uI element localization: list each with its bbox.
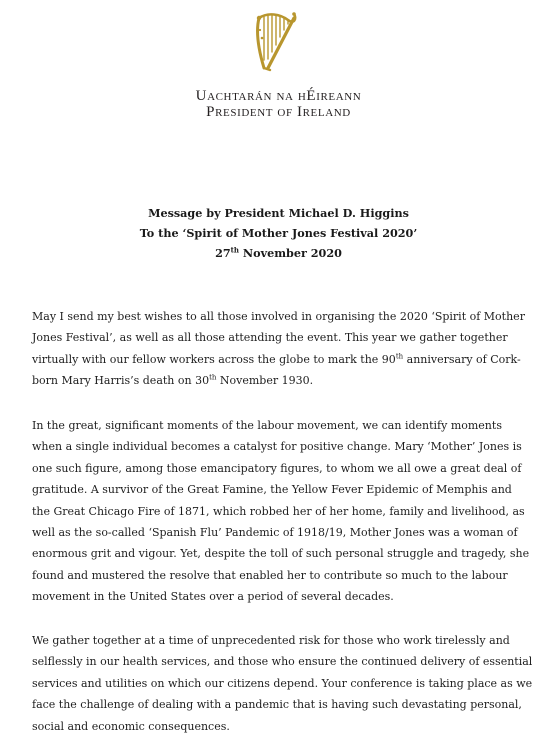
harp-icon (250, 8, 304, 74)
text-segment: virtually with our fellow workers across the globe to mark the 90 (32, 352, 396, 366)
text-line: Jones Festival’, as well as all those attending the event. This year we gather together (32, 331, 508, 345)
text-line: selflessly in our health services, and those who ensure the continued delivery of essential (32, 655, 533, 669)
english-title: President of Ireland (206, 104, 351, 120)
ordinal-suffix: th (395, 352, 404, 361)
text-line: movement in the United States over a period of several decades. (32, 590, 394, 604)
message-date (0, 246, 557, 260)
text-line: well as the so-called ‘Spanish Flu’ Pandemic of 1918/19, Mother Jones was a woman of (32, 526, 518, 540)
text-line: In the great, significant moments of the labour movement, we can identify moments (32, 419, 502, 432)
text-line: We gather together at a time of unprecedented risk for those who work tirelessly and (32, 634, 510, 647)
text-segment: born Mary Harris’s death on 30 (32, 374, 210, 388)
text-segment: anniversary of Cork- (403, 352, 521, 366)
paragraph-1 (32, 306, 532, 392)
message-title: Message by President Michael D. Higgins (148, 206, 409, 220)
text-line: gratitude. A survivor of the Great Famine, the Yellow Fever Epidemic of Memphis and (32, 483, 512, 497)
text-line: social and economic consequences. (32, 719, 230, 733)
text-line: one such figure, among those emancipatory figures, to whom we all owe a great deal of (32, 461, 522, 475)
paragraph-2 (32, 415, 532, 608)
ordinal-suffix: th (209, 373, 217, 382)
paragraph-3 (32, 630, 532, 737)
date-suffix: th (230, 245, 239, 255)
text-line: when a single individual becomes a catalyst for positive change. Mary ‘Mother’ Jones is (32, 440, 522, 454)
text-line: enormous grit and vigour. Yet, despite the toll of such personal struggle and tragedy, she (32, 547, 530, 561)
text-line: found and mustered the resolve that enabled her to contribute so much to the labour (32, 568, 508, 582)
text-line (32, 349, 532, 370)
text-line: May I send my best wishes to all those involved in organising the 2020 ‘Spirit of Mother (32, 310, 525, 323)
date-day: 27 (215, 246, 231, 260)
text-line: the Great Chicago Fire of 1871, which robbed her of her home, family and livelihood, as (32, 504, 525, 518)
text-segment: November 1930. (216, 374, 314, 388)
text-line (32, 370, 532, 391)
text-line: services and utilities on which our citizens depend. Your conference is taking place as we (32, 676, 533, 690)
date-rest: November 2020 (239, 246, 342, 260)
irish-title: Uachtarán na hÉireann (195, 88, 362, 104)
message-subtitle: To the ‘Spirit of Mother Jones Festival 2020’ (139, 226, 418, 240)
text-line: face the challenge of dealing with a pandemic that is having such devastating personal, (32, 698, 522, 712)
